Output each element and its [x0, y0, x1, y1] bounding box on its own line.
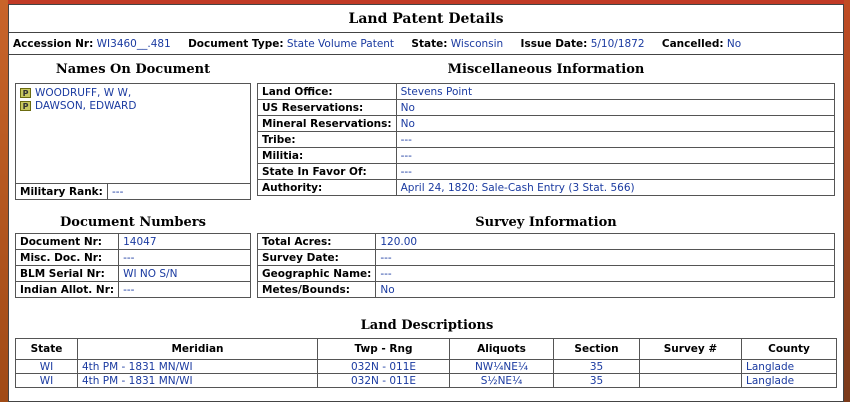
name-item-label: WOODRUFF, W W,	[35, 86, 132, 99]
patentee-icon: P	[20, 88, 31, 98]
right-edge	[844, 0, 850, 402]
metes-bounds-value: No	[376, 282, 835, 298]
cell-meridian: 4th PM - 1831 MN/WI	[78, 374, 318, 388]
indian-allot-label: Indian Allot. Nr:	[16, 282, 119, 298]
col-meridian: Meridian	[78, 339, 318, 360]
survey-section-title: Survey Information	[475, 215, 617, 230]
cell-aliquots: NW¼NE¼	[450, 360, 554, 374]
geographic-name-label: Geographic Name:	[258, 266, 376, 282]
left-edge	[0, 0, 8, 402]
patentee-icon: P	[20, 101, 31, 111]
cell-state: WI	[16, 374, 78, 388]
indian-allot-value: ---	[119, 282, 251, 298]
cell-section: 35	[554, 374, 640, 388]
survey-info-table	[257, 233, 835, 298]
mineral-reservations-value: No	[396, 116, 834, 132]
col-county: County	[742, 339, 837, 360]
document-nr-label: Document Nr:	[16, 234, 119, 250]
survey-date-label: Survey Date:	[258, 250, 376, 266]
blm-serial-label: BLM Serial Nr:	[16, 266, 119, 282]
metes-bounds-label: Metes/Bounds:	[258, 282, 376, 298]
land-office-label: Land Office:	[258, 84, 397, 100]
issue-date-value: 5/10/1872	[590, 38, 645, 50]
document-nr-value: 14047	[119, 234, 251, 250]
cell-meridian: 4th PM - 1831 MN/WI	[78, 360, 318, 374]
total-acres-label: Total Acres:	[258, 234, 376, 250]
tribe-value: ---	[396, 132, 834, 148]
state-value: Wisconsin	[450, 38, 504, 50]
geographic-name-value: ---	[376, 266, 835, 282]
us-reservations-value: No	[396, 100, 834, 116]
name-item-label: DAWSON, EDWARD	[35, 99, 137, 112]
col-survey: Survey #	[640, 339, 742, 360]
misc-section-title: Miscellaneous Information	[447, 62, 645, 77]
doctype-label: Document Type:	[188, 38, 284, 50]
cancelled-value: No	[726, 38, 742, 50]
total-acres-value: 120.00	[376, 234, 835, 250]
cell-survey	[640, 360, 742, 374]
cell-county[interactable]: Langlade	[742, 360, 837, 374]
cell-survey	[640, 374, 742, 388]
militia-label: Militia:	[258, 148, 397, 164]
names-section-title: Names On Document	[55, 62, 211, 77]
us-reservations-label: US Reservations:	[258, 100, 397, 116]
col-section: Section	[554, 339, 640, 360]
info-bar	[9, 33, 843, 55]
table-row	[16, 374, 837, 388]
cell-twp-rng: 032N - 011E	[318, 360, 450, 374]
tribe-label: Tribe:	[258, 132, 397, 148]
misc-info-table	[257, 83, 835, 196]
cell-section: 35	[554, 360, 640, 374]
militia-value: ---	[396, 148, 834, 164]
land-office-value: Stevens Point	[396, 84, 834, 100]
name-item[interactable]	[20, 99, 246, 112]
state-in-favor-label: State In Favor Of:	[258, 164, 397, 180]
accession-label: Accession Nr:	[13, 38, 94, 50]
names-list	[15, 83, 251, 183]
col-aliquots: Aliquots	[450, 339, 554, 360]
docnums-section-title: Document Numbers	[60, 215, 206, 230]
accession-value: WI3460__.481	[96, 38, 171, 50]
cell-county[interactable]: Langlade	[742, 374, 837, 388]
cancelled-label: Cancelled:	[661, 38, 724, 50]
col-twp-rng: Twp - Rng	[318, 339, 450, 360]
land-patent-panel	[8, 4, 844, 402]
issue-date-label: Issue Date:	[520, 38, 588, 50]
table-header-row	[16, 339, 837, 360]
page-title: Land Patent Details	[9, 5, 843, 33]
blm-serial-value: WI NO S/N	[119, 266, 251, 282]
table-row	[16, 360, 837, 374]
land-descriptions-table	[15, 338, 837, 388]
authority-value: April 24, 1820: Sale-Cash Entry (3 Stat. 566)	[396, 180, 834, 196]
col-state: State	[16, 339, 78, 360]
misc-doc-nr-value: ---	[119, 250, 251, 266]
land-section-title: Land Descriptions	[360, 318, 494, 333]
cell-twp-rng: 032N - 011E	[318, 374, 450, 388]
misc-doc-nr-label: Misc. Doc. Nr:	[16, 250, 119, 266]
authority-label: Authority:	[258, 180, 397, 196]
doctype-value: State Volume Patent	[286, 38, 395, 50]
mineral-reservations-label: Mineral Reservations:	[258, 116, 397, 132]
state-in-favor-value: ---	[396, 164, 834, 180]
cell-aliquots: S½NE¼	[450, 374, 554, 388]
document-numbers-table	[15, 233, 251, 298]
military-rank-table	[15, 183, 251, 200]
survey-date-value: ---	[376, 250, 835, 266]
military-rank-label: Military Rank:	[16, 184, 108, 200]
military-rank-value: ---	[108, 184, 251, 200]
cell-state: WI	[16, 360, 78, 374]
name-item[interactable]	[20, 86, 246, 99]
state-label: State:	[411, 38, 448, 50]
